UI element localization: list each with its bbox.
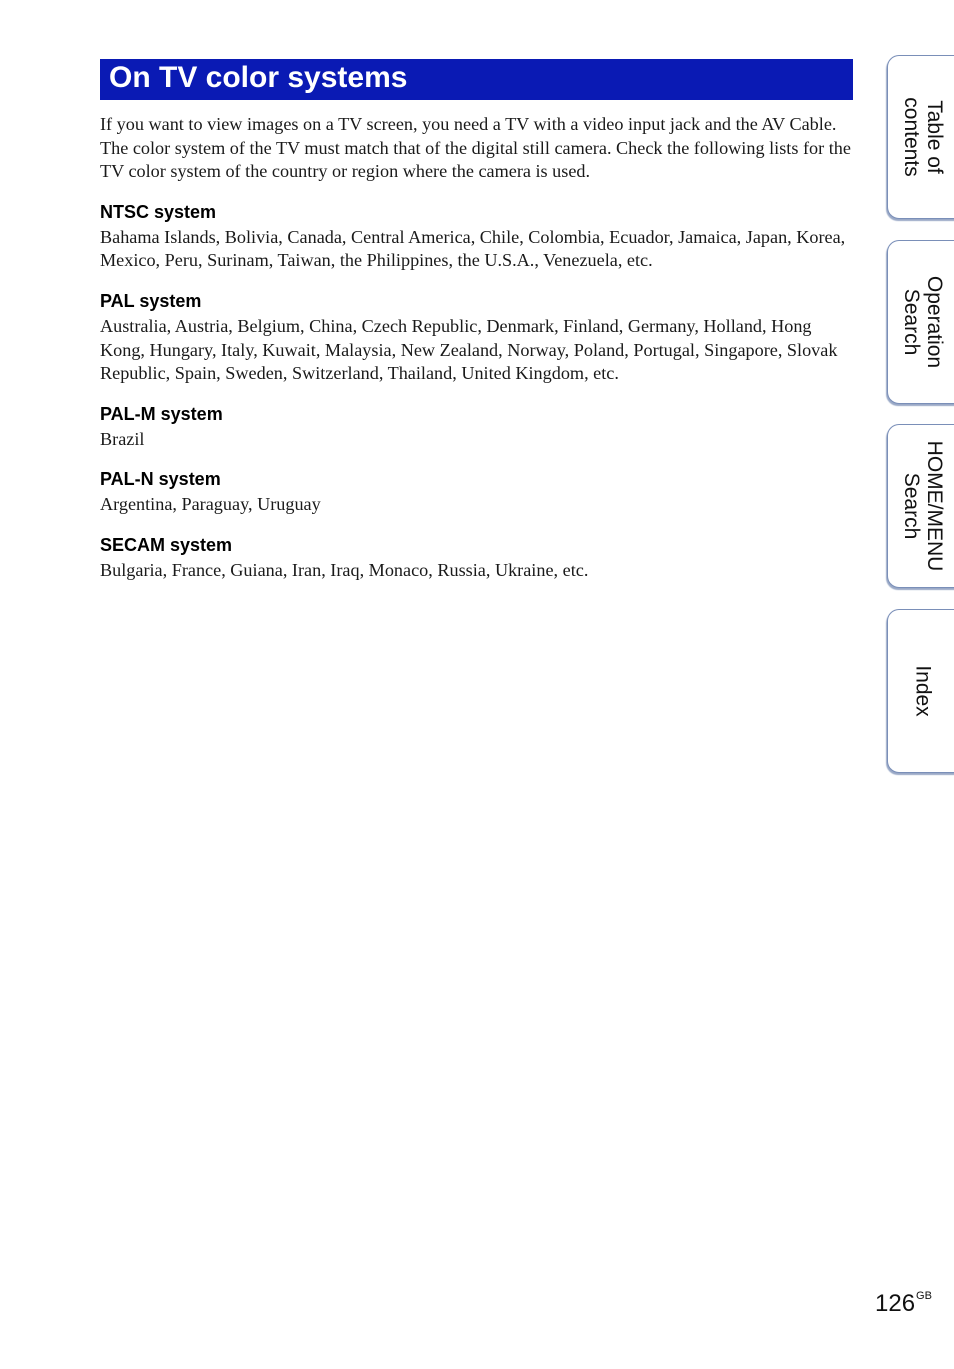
page-number-suffix: GB (916, 1290, 932, 1302)
section-heading: SECAM system (100, 534, 233, 555)
intro-paragraph: If you want to view images on a TV screen, you need a TV with a video input jack and the AV Cable. The color system of the TV must match that of the digital still camera. Check the following lists for the TV color system of the country or region where the camera is used. (100, 114, 851, 182)
section-pal (100, 290, 852, 386)
page-number (875, 1290, 932, 1318)
section-heading: NTSC system (100, 201, 217, 222)
section-secam (100, 534, 852, 583)
tab-label: Operation Search (899, 275, 946, 369)
tab-label: Index (911, 665, 934, 717)
title-bar (100, 59, 853, 100)
section-text: Brazil (100, 428, 145, 449)
section-text: Argentina, Paraguay, Uruguay (100, 494, 321, 515)
page-number-value: 126 (875, 1290, 916, 1317)
page-title: On TV color systems (109, 61, 408, 94)
section-pal-n (100, 468, 852, 517)
tab-index[interactable] (887, 609, 954, 773)
section-heading: PAL-N system (100, 469, 221, 490)
section-heading: PAL system (100, 290, 202, 311)
main-content (100, 113, 852, 583)
tab-label: Table of contents (899, 97, 946, 177)
section-text: Bulgaria, France, Guiana, Iran, Iraq, Monaco, Russia, Ukraine, etc. (100, 559, 589, 580)
section-ntsc (100, 201, 852, 273)
section-text: Australia, Austria, Belgium, China, Czech Republic, Denmark, Finland, Germany, Holland, Hong Kong, Hungary, Italy, Kuwait, Malaysia, New Zealand, Norway, Poland, Portugal, Singapore, Slovak Republic, Spain, Sweden, Switzerland, Thailand, United Kingdom, etc. (100, 315, 838, 384)
tab-table-of-contents[interactable] (887, 55, 954, 219)
tab-label: HOME/MENU Search (899, 440, 946, 572)
section-text: Bahama Islands, Bolivia, Canada, Central America, Chile, Colombia, Ecuador, Jamaica, Japan, Korea, Mexico, Peru, Surinam, Taiwan, the Philippines, the U.S.A., Venezuela, etc. (100, 226, 846, 271)
section-heading: PAL-M system (100, 403, 223, 424)
section-pal-m (100, 403, 852, 452)
tab-home-menu-search[interactable] (887, 424, 954, 588)
tab-operation-search[interactable] (887, 240, 954, 404)
